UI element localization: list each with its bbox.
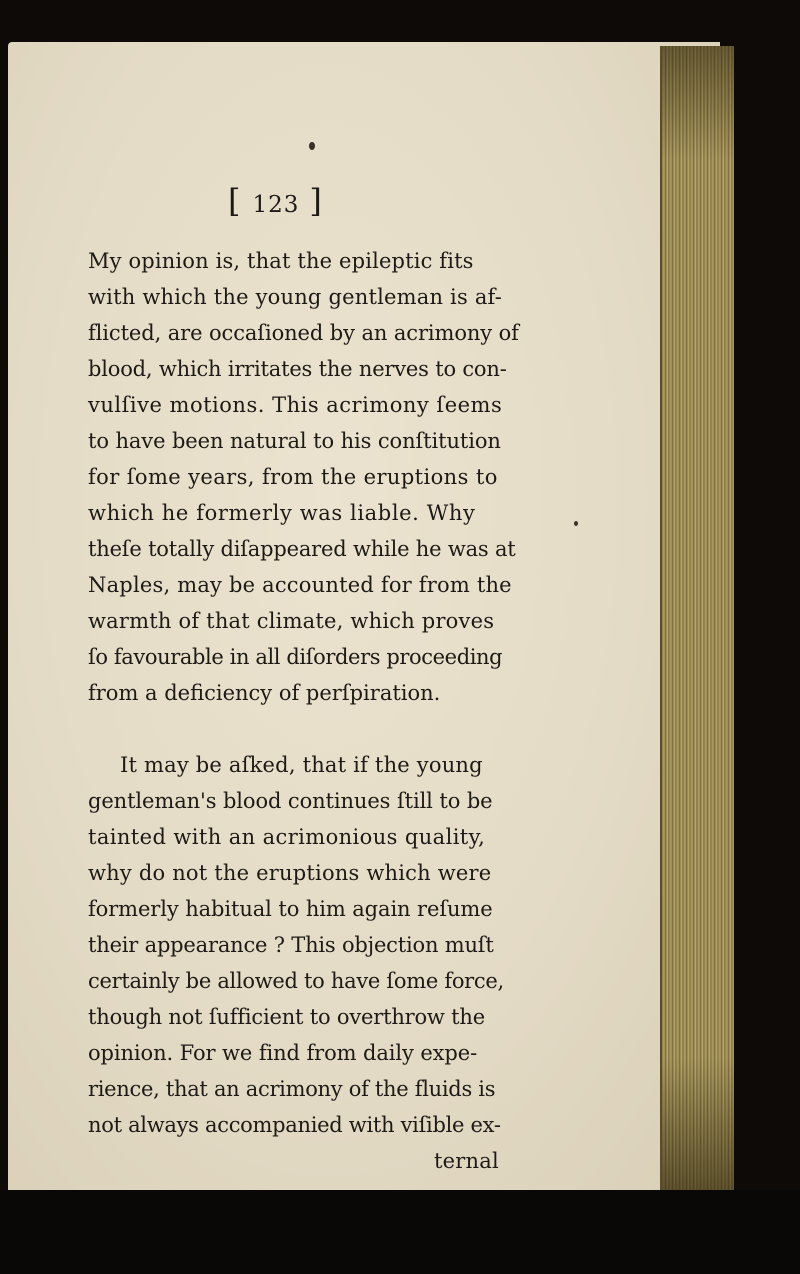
- cover-board: [0, 1190, 800, 1274]
- text-line: though not ſufficient to overthrow the: [88, 1005, 485, 1029]
- text-line: formerly habitual to him again reſume: [88, 897, 493, 921]
- text-line: with which the young gentleman is af-: [88, 285, 503, 309]
- text-line: not always accompanied with viſible ex-: [88, 1113, 501, 1137]
- text-line: from a deficiency of perſpiration.: [88, 681, 441, 705]
- page-number: 123: [252, 192, 300, 218]
- text-line: tainted with an acrimonious quality,: [88, 825, 486, 849]
- text-line: certainly be allowed to have ſome force,: [88, 969, 504, 993]
- text-line: which he formerly was liable. Why: [88, 501, 476, 525]
- header-bracket-close: ]: [309, 182, 324, 220]
- text-line: flicted, are occaſioned by an acrimony of: [88, 321, 519, 345]
- text-line: My opinion is, that the epileptic fits: [88, 249, 474, 273]
- header-bracket-open: [: [228, 182, 243, 220]
- ink-speck: [574, 521, 578, 526]
- text-line: vulſive motions. This acrimony ſeems: [88, 393, 503, 417]
- text-line: their appearance ? This objection muſt: [88, 933, 494, 957]
- text-line: theſe totally diſappeared while he was at: [88, 537, 516, 561]
- text-line: Naples, may be accounted for from the: [88, 573, 512, 597]
- ink-speck: [309, 142, 315, 150]
- text-line: why do not the eruptions which were: [88, 861, 492, 885]
- text-line: blood, which irritates the nerves to con-: [88, 357, 507, 381]
- catchword: ternal: [434, 1149, 499, 1173]
- text-line: opinion. For we find from daily expe-: [88, 1041, 478, 1065]
- text-line: warmth of that climate, which proves: [88, 609, 495, 633]
- text-line: rience, that an acrimony of the fluids is: [88, 1077, 496, 1101]
- text-line: to have been natural to his conſtitution: [88, 429, 501, 453]
- text-line: for ſome years, from the eruptions to: [88, 465, 498, 489]
- page-header: [228, 182, 324, 220]
- page-edge-stack: [660, 46, 734, 1196]
- text-line: It may be aſked, that if the young: [120, 753, 483, 777]
- text-line: gentleman's blood continues ſtill to be: [88, 789, 493, 813]
- text-line: ſo favourable in all diſorders proceeding: [88, 645, 503, 669]
